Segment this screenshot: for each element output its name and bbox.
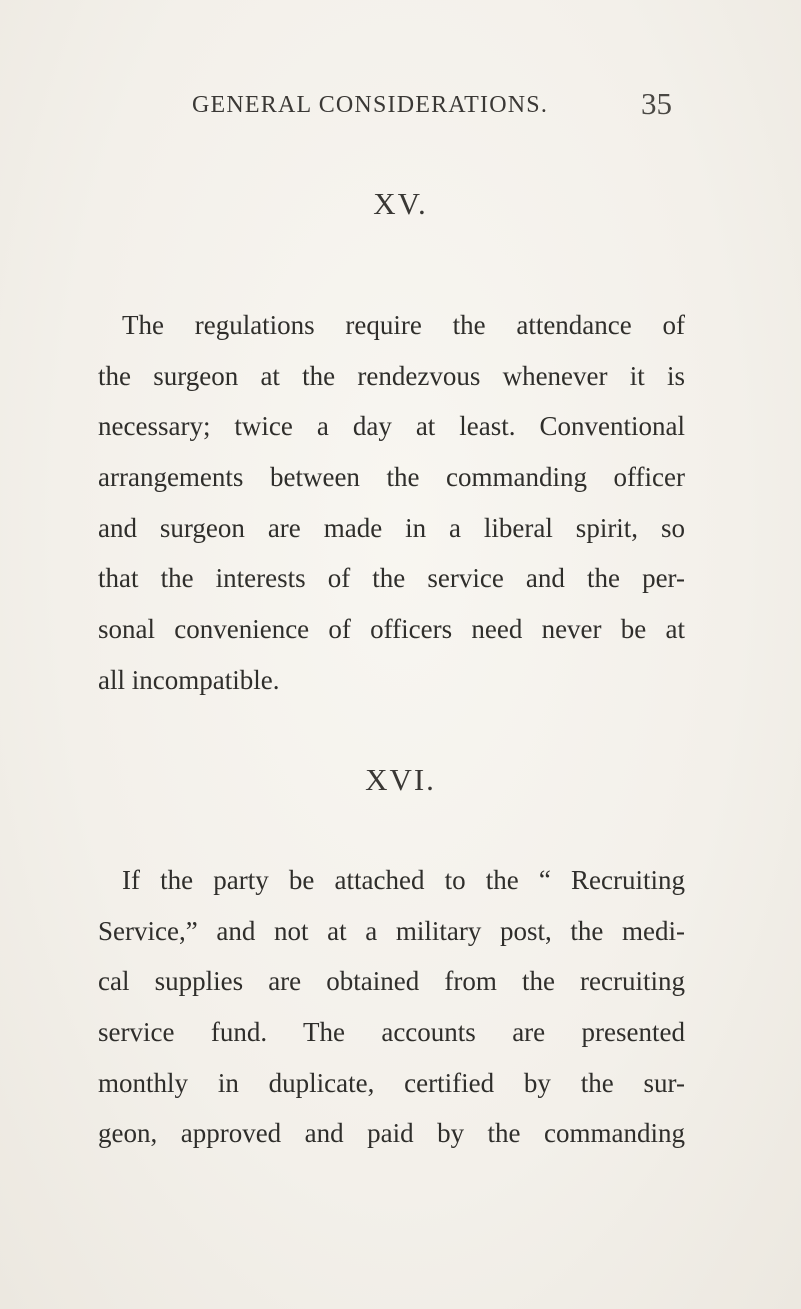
text-line: The regulations require the attendance of xyxy=(122,310,685,340)
text-line: service fund. The accounts are presented xyxy=(98,1017,685,1048)
text-line: If the party be attached to the “ Recruiting xyxy=(122,865,685,895)
paragraph-xv xyxy=(98,300,685,706)
paragraph-xvi xyxy=(98,855,685,1159)
text-line: cal supplies are obtained from the recruiting xyxy=(98,966,685,997)
text-line: that the interests of the service and the per- xyxy=(98,563,685,594)
text-line: necessary; twice a day at least. Conventional xyxy=(98,411,685,442)
text-line: sonal convenience of officers need never be at xyxy=(98,614,685,645)
running-head xyxy=(0,86,801,132)
section-heading-xvi: XVI. xyxy=(365,762,436,797)
text-line: and surgeon are made in a liberal spirit, so xyxy=(98,512,685,543)
page-number: 35 xyxy=(641,86,672,121)
text-line: arrangements between the commanding officer xyxy=(98,462,685,493)
text-line: the surgeon at the rendezvous whenever it is xyxy=(98,360,685,391)
section-heading-xv: XV. xyxy=(373,186,428,221)
running-title: GENERAL CONSIDERATIONS. xyxy=(192,92,549,118)
text-line: monthly in duplicate, certified by the sur- xyxy=(98,1067,685,1098)
text-line: geon, approved and paid by the commanding xyxy=(98,1118,685,1149)
text-line: Service,” and not at a military post, the medi- xyxy=(98,915,685,946)
text-line: all incompatible. xyxy=(98,664,280,695)
